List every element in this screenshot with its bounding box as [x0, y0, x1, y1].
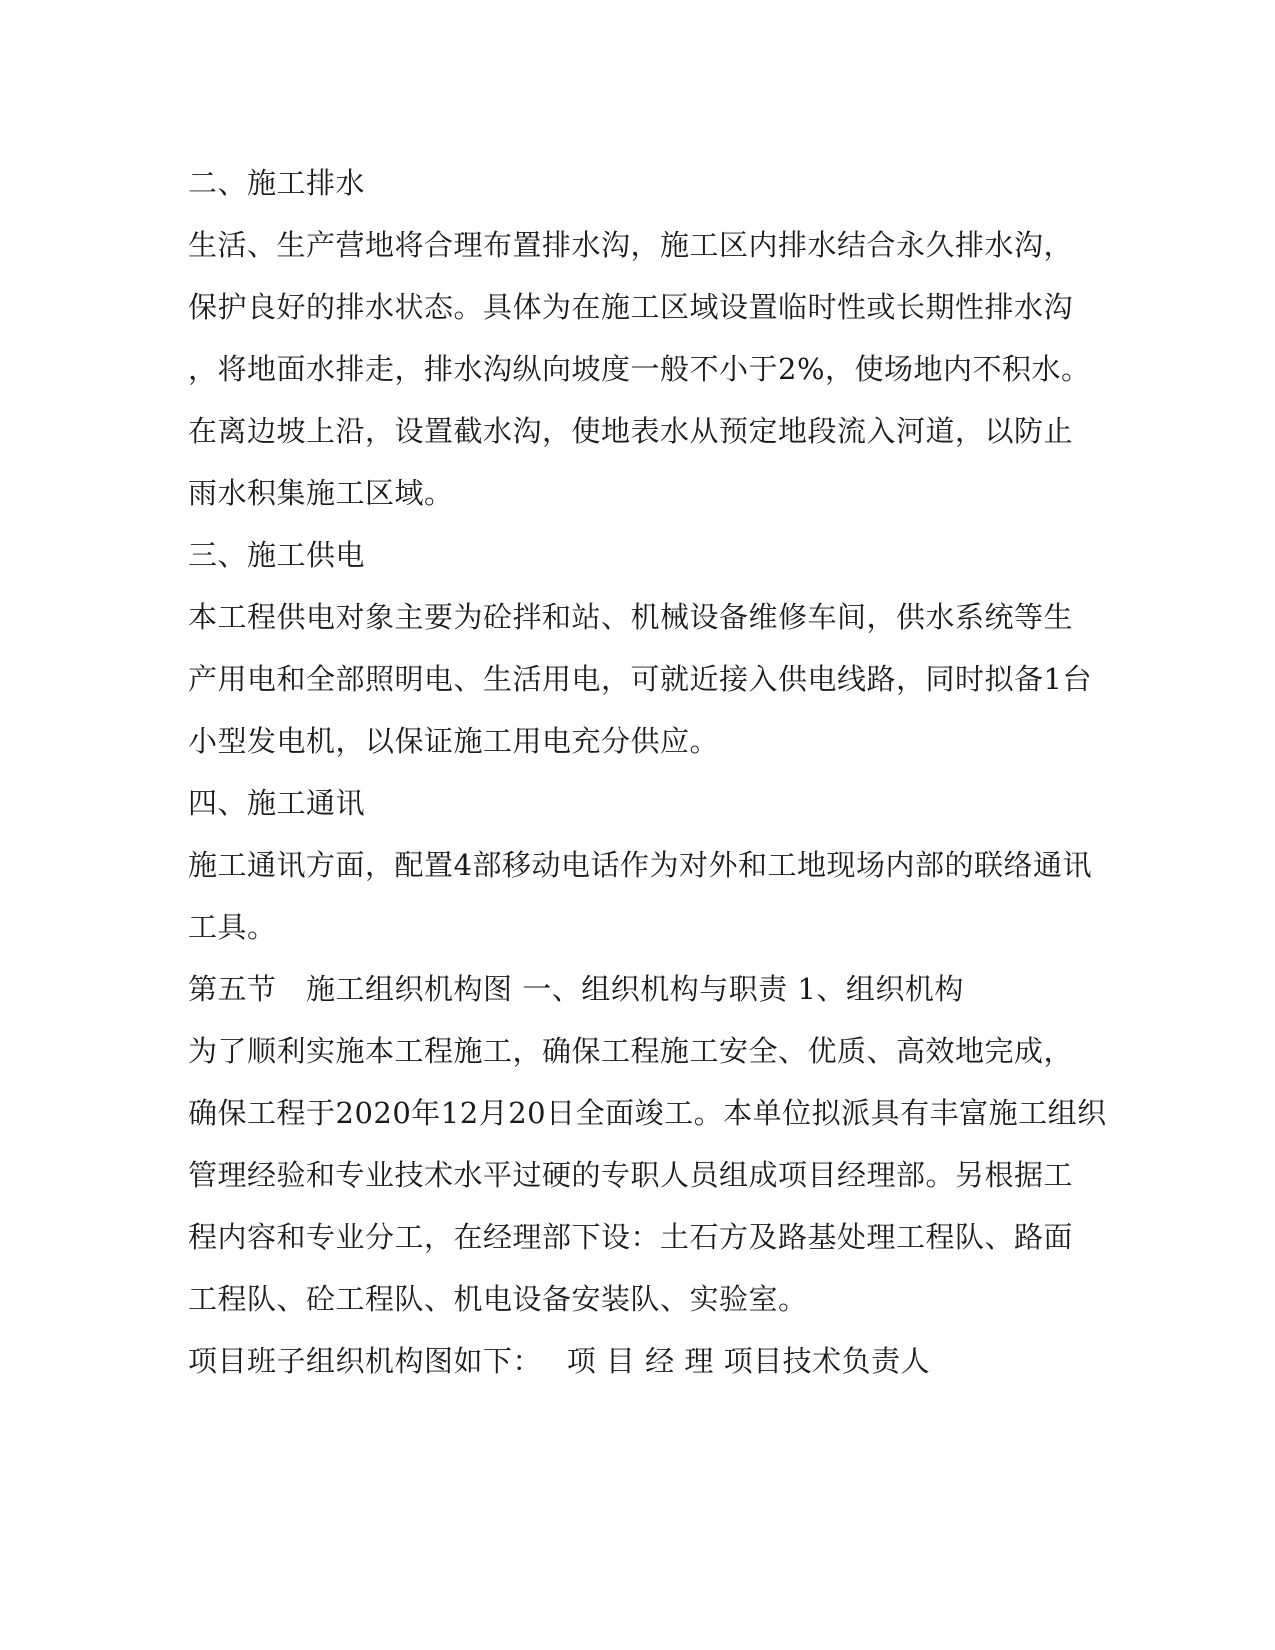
- paragraph-line: 施工通讯方面，配置4部移动电话作为对外和工地现场内部的联络通讯: [188, 848, 1092, 882]
- paragraph-line: 管理经验和专业技术水平过硬的专职人员组成项目经理部。另根据工: [188, 1158, 1074, 1192]
- paragraph-line: 工具。: [188, 910, 277, 944]
- paragraph-line: 保护良好的排水状态。具体为在施工区域设置临时性或长期性排水沟: [188, 290, 1074, 324]
- heading-section-five: 第五节 施工组织机构图 一、组织机构与职责 1、组织机构: [188, 972, 964, 1006]
- paragraph-line: 小型发电机，以保证施工用电充分供应。: [188, 724, 720, 758]
- paragraph-line: ，将地面水排走，排水沟纵向坡度一般不小于2%，使场地内不积水。: [188, 352, 1091, 386]
- heading-communication: 四、施工通讯: [188, 786, 366, 820]
- heading-power-supply: 三、施工供电: [188, 538, 366, 572]
- paragraph-line: 雨水积集施工区域。: [188, 476, 454, 510]
- paragraph-line: 工程队、砼工程队、机电设备安装队、实验室。: [188, 1282, 808, 1316]
- paragraph-line: 产用电和全部照明电、生活用电，可就近接入供电线路，同时拟备1台: [188, 662, 1092, 696]
- paragraph-line: 为了顺利实施本工程施工，确保工程施工安全、优质、高效地完成，: [188, 1034, 1074, 1068]
- paragraph-line: 本工程供电对象主要为砼拌和站、机械设备维修车间，供水系统等生: [188, 600, 1074, 634]
- paragraph-line: 确保工程于2020年12月20日全面竣工。本单位拟派具有丰富施工组织: [188, 1096, 1107, 1130]
- paragraph-line: 生活、生产营地将合理布置排水沟，施工区内排水结合永久排水沟，: [188, 228, 1074, 262]
- paragraph-line: 程内容和专业分工，在经理部下设：土石方及路基处理工程队、路面: [188, 1220, 1074, 1254]
- paragraph-line: 项目班子组织机构图如下： 项 目 经 理 项目技术负责人: [188, 1344, 931, 1378]
- paragraph-line: 在离边坡上沿，设置截水沟，使地表水从预定地段流入河道，以防止: [188, 414, 1074, 448]
- heading-drainage: 二、施工排水: [188, 166, 366, 200]
